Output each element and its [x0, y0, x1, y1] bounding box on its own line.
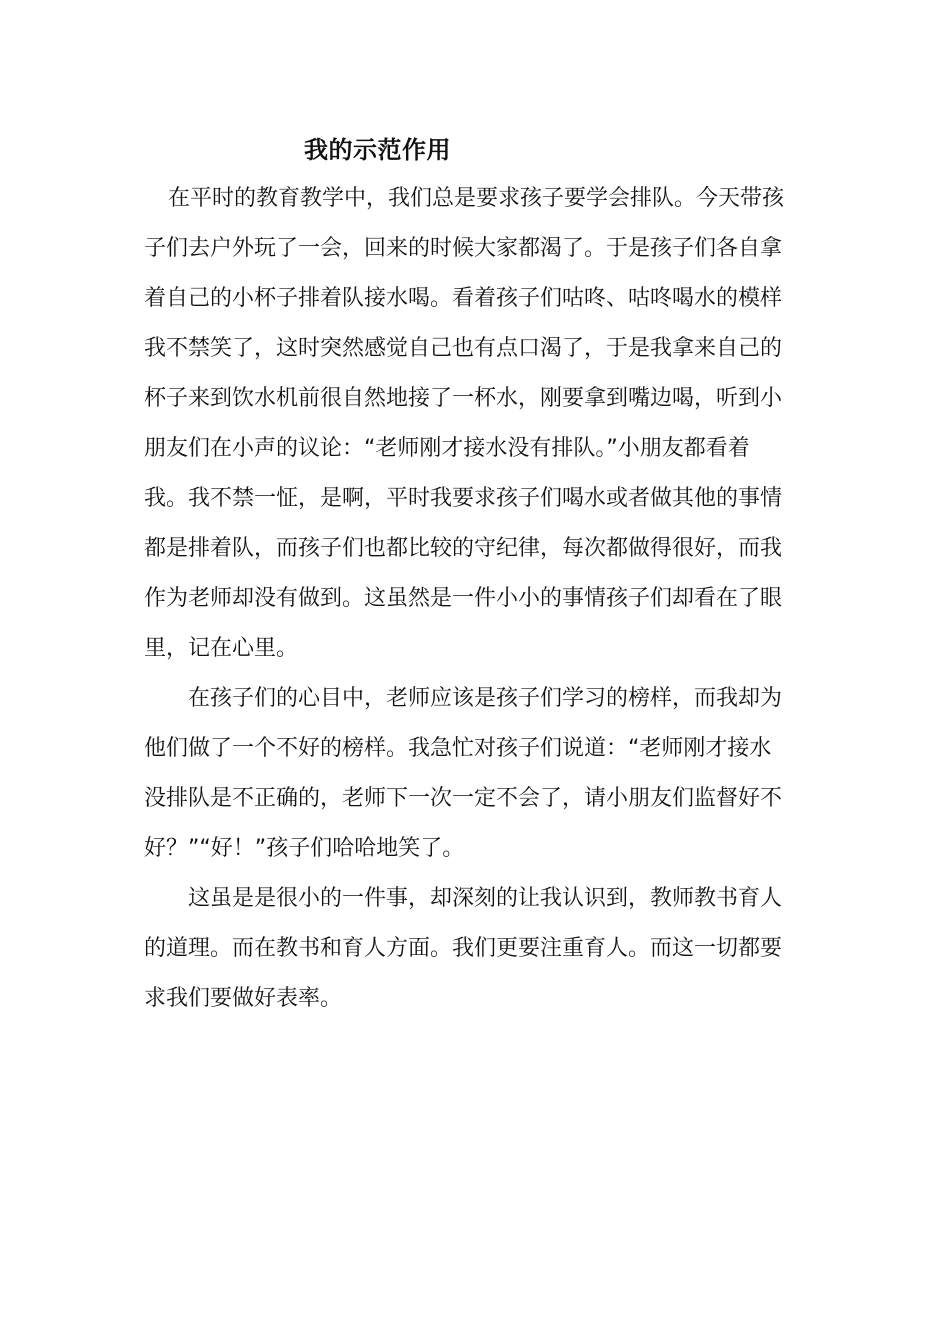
- paragraph-3-line-3: 求我们要做好表率。: [144, 986, 343, 1011]
- paragraph-2-line-4: 好？”“好！”孩子们哈哈地笑了。: [144, 836, 465, 861]
- paragraph-1-line-5: 杯子来到饮水机前很自然地接了一杯水，刚要拿到嘴边喝，听到小: [144, 386, 783, 411]
- paragraph-2-line-3: 没排队是不正确的，老师下一次一定不会了，请小朋友们监督好不: [144, 786, 783, 811]
- paragraph-1-line-6: 朋友们在小声的议论：“老师刚才接水没有排队。”小朋友都看着: [144, 436, 750, 461]
- paragraph-2-line-1: 在孩子们的心目中，老师应该是孩子们学习的榜样，而我却为: [188, 686, 783, 711]
- document-title: 我的示范作用: [304, 135, 451, 164]
- paragraph-1-line-2: 子们去户外玩了一会，回来的时候大家都渴了。于是孩子们各自拿: [144, 236, 783, 261]
- paragraph-1-line-1: 在平时的教育教学中，我们总是要求孩子要学会排队。今天带孩: [168, 186, 785, 211]
- paragraph-1-line-7: 我。我不禁一怔，是啊，平时我要求孩子们喝水或者做其他的事情: [144, 486, 783, 511]
- paragraph-1-line-3: 着自己的小杯子排着队接水喝。看着孩子们咕咚、咕咚喝水的模样: [144, 286, 783, 311]
- paragraph-1-line-4: 我不禁笑了，这时突然感觉自己也有点口渴了，于是我拿来自己的: [144, 336, 783, 361]
- paragraph-1-line-10: 里，记在心里。: [144, 636, 299, 661]
- paragraph-2-line-2: 他们做了一个不好的榜样。我急忙对孩子们说道：“老师刚才接水: [144, 736, 772, 761]
- paragraph-1-line-9: 作为老师却没有做到。这虽然是一件小小的事情孩子们却看在了眼: [144, 586, 783, 611]
- paragraph-3-line-1: 这虽是是很小的一件事，却深刻的让我认识到，教师教书育人: [188, 886, 783, 911]
- paragraph-1-line-8: 都是排着队，而孩子们也都比较的守纪律，每次都做得很好，而我: [144, 536, 783, 561]
- paragraph-3-line-2: 的道理。而在教书和育人方面。我们更要注重育人。而这一切都要: [144, 936, 783, 961]
